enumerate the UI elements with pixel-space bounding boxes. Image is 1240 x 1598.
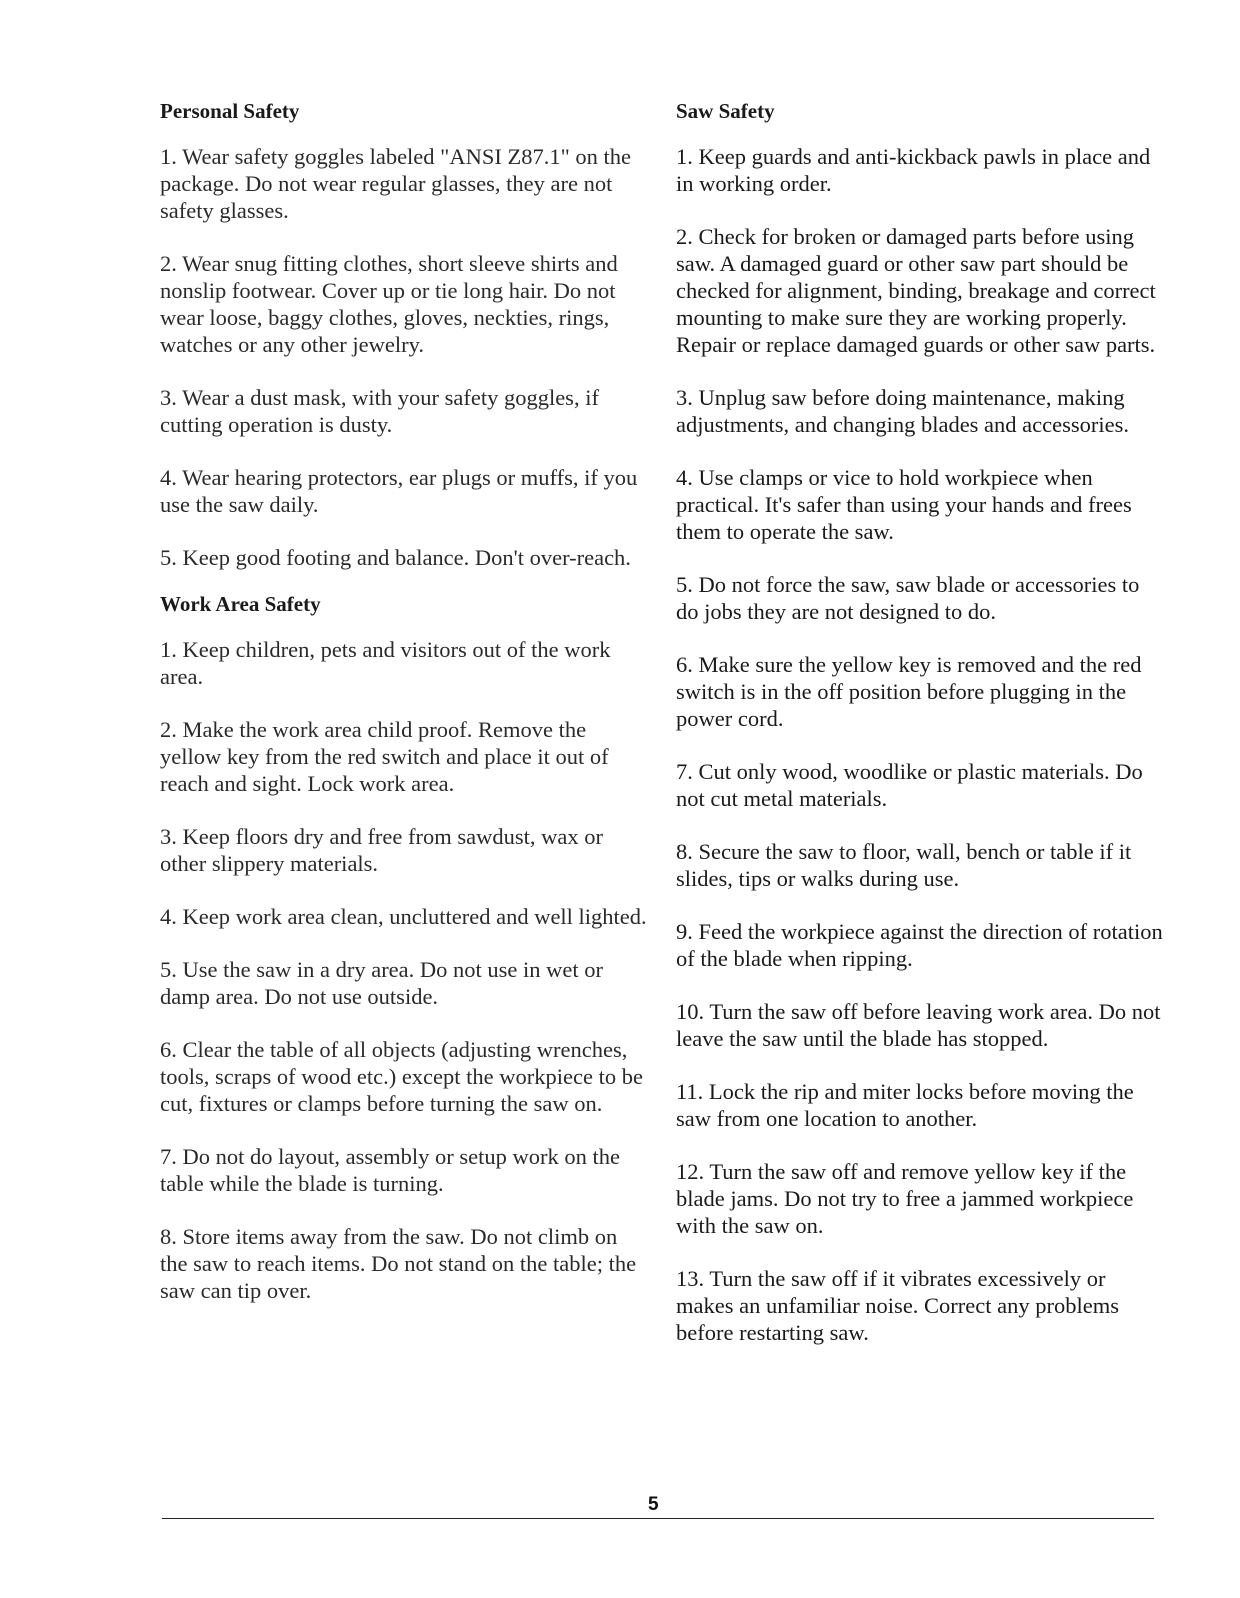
list-item: 4. Wear hearing protectors, ear plugs or muffs, if you use the saw daily. (160, 465, 638, 517)
list-item: 5. Do not force the saw, saw blade or accessories to do jobs they are not designed to do. (676, 572, 1140, 624)
personal-safety-list (160, 143, 650, 571)
list-item: 5. Keep good footing and balance. Don't over-reach. (160, 545, 631, 570)
list-item: 3. Wear a dust mask, with your safety goggles, if cutting operation is dusty. (160, 385, 599, 437)
list-item: 1. Keep guards and anti-kickback pawls in place and in working order. (676, 144, 1151, 196)
list-item: 3. Keep floors dry and free from sawdust, wax or other slippery materials. (160, 824, 603, 876)
list-item: 2. Check for broken or damaged parts before using saw. A damaged guard or other saw part should be checked for alignment, binding, breakage and correct mounting to make sure they are working properly. Repair or replace damaged guards or other saw parts. (676, 224, 1156, 357)
list-item: 10. Turn the saw off before leaving work area. Do not leave the saw until the blade has stopped. (676, 999, 1161, 1051)
work-area-safety-list (160, 636, 650, 1304)
saw-safety-heading: Saw Safety (676, 99, 775, 123)
personal-safety-heading: Personal Safety (160, 99, 300, 123)
list-item: 13. Turn the saw off if it vibrates excessively or makes an unfamiliar noise. Correct any problems before restarting saw. (676, 1266, 1119, 1345)
list-item: 9. Feed the workpiece against the direction of rotation of the blade when ripping. (676, 919, 1163, 971)
footer-divider (162, 1518, 1154, 1519)
saw-safety-list (676, 143, 1166, 1346)
list-item: 3. Unplug saw before doing maintenance, making adjustments, and changing blades and accessories. (676, 385, 1129, 437)
list-item: 7. Do not do layout, assembly or setup work on the table while the blade is turning. (160, 1144, 620, 1196)
left-column (160, 98, 650, 1330)
list-item: 12. Turn the saw off and remove yellow key if the blade jams. Do not try to free a jammed workpiece with the saw on. (676, 1159, 1134, 1238)
list-item: 2. Wear snug fitting clothes, short sleeve shirts and nonslip footwear. Cover up or tie long hair. Do not wear loose, baggy clothes, gloves, neckties, rings, watches or any other jewelry. (160, 251, 618, 357)
list-item: 7. Cut only wood, woodlike or plastic materials. Do not cut metal materials. (676, 759, 1143, 811)
page-number: 5 (648, 1494, 659, 1515)
list-item: 4. Keep work area clean, uncluttered and well lighted. (160, 904, 647, 929)
list-item: 11. Lock the rip and miter locks before moving the saw from one location to another. (676, 1079, 1134, 1131)
list-item: 1. Keep children, pets and visitors out of the work area. (160, 637, 611, 689)
list-item: 8. Secure the saw to floor, wall, bench or table if it slides, tips or walks during use. (676, 839, 1132, 891)
work-area-safety-heading: Work Area Safety (160, 592, 321, 616)
list-item: 1. Wear safety goggles labeled "ANSI Z87.1" on the package. Do not wear regular glasses, they are not safety glasses. (160, 144, 632, 223)
list-item: 4. Use clamps or vice to hold workpiece when practical. It's safer than using your hands and frees them to operate the saw. (676, 465, 1132, 544)
list-item: 5. Use the saw in a dry area. Do not use in wet or damp area. Do not use outside. (160, 957, 604, 1009)
list-item: 6. Clear the table of all objects (adjusting wrenches, tools, scraps of wood etc.) except the workpiece to be cut, fixtures or clamps before turning the saw on. (160, 1037, 643, 1116)
list-item: 8. Store items away from the saw. Do not climb on the saw to reach items. Do not stand on the table; the saw can tip over. (160, 1224, 637, 1303)
right-column (676, 98, 1166, 1372)
list-item: 2. Make the work area child proof. Remove the yellow key from the red switch and place it out of reach and sight. Lock work area. (160, 717, 609, 796)
list-item: 6. Make sure the yellow key is removed and the red switch is in the off position before plugging in the power cord. (676, 652, 1142, 731)
